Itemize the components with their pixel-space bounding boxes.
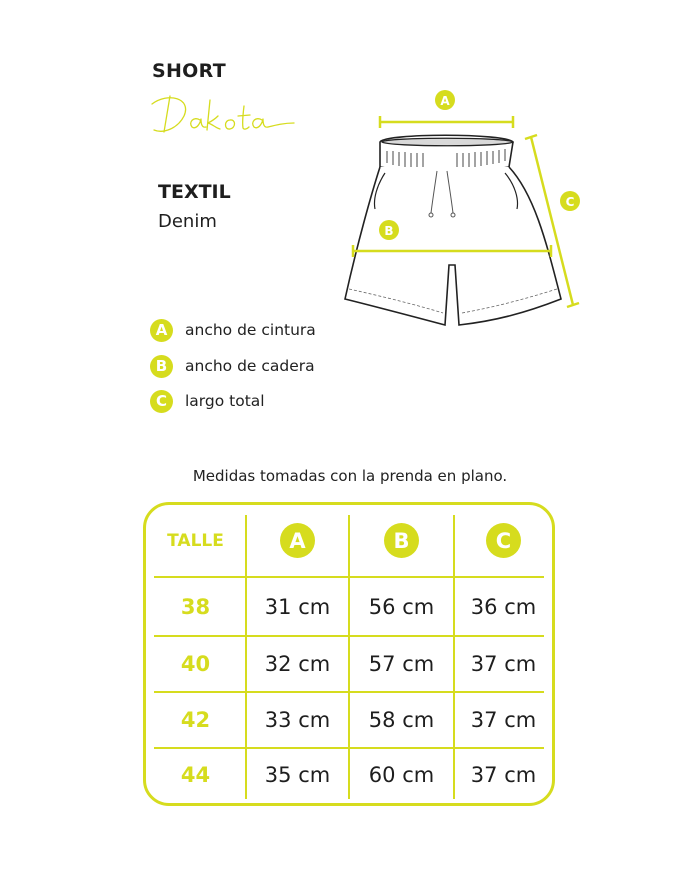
row-value-b: 56 cm — [368, 594, 435, 619]
shorts-diagram — [325, 85, 595, 339]
legend-item-c — [150, 389, 265, 413]
row-size: 42 — [180, 708, 211, 732]
header-badge-a: A — [280, 523, 315, 558]
size-table — [143, 502, 555, 806]
legend-badge-a: A — [150, 319, 173, 342]
legend-text-b: ancho de cadera — [185, 357, 315, 375]
product-category: SHORT — [152, 60, 226, 82]
row-size: 40 — [180, 652, 211, 676]
fabric-label: TEXTIL — [158, 181, 231, 203]
row-value-c: 37 cm — [470, 652, 537, 676]
row-value-c: 37 cm — [470, 763, 537, 787]
row-value-a: 31 cm — [264, 594, 331, 619]
row-value-a: 33 cm — [264, 708, 331, 732]
marker-b-text: B — [384, 224, 394, 238]
row-value-b: 60 cm — [368, 763, 435, 787]
header-talle: TALLE — [167, 530, 224, 551]
marker-c-text: C — [565, 195, 575, 209]
row-size: 38 — [180, 594, 211, 619]
row-value-a: 35 cm — [264, 763, 331, 787]
legend-badge-c: C — [150, 390, 173, 413]
marker-a-text: A — [440, 94, 450, 108]
header-badge-b: B — [384, 523, 419, 558]
model-name-script — [148, 90, 298, 144]
model-name-script-graphic — [148, 90, 298, 140]
measurement-note: Medidas tomadas con la prenda en plano. — [192, 467, 508, 485]
header-col-b — [350, 505, 453, 576]
legend-text-c: largo total — [185, 392, 265, 410]
row-value-c: 37 cm — [470, 708, 537, 732]
row-value-a: 32 cm — [264, 652, 331, 676]
fabric-value: Denim — [158, 211, 217, 232]
header-badge-c: C — [486, 523, 521, 558]
header-col-a — [247, 505, 348, 576]
legend-text-a: ancho de cintura — [185, 321, 316, 339]
legend-item-a — [150, 318, 316, 342]
shorts-diagram-graphic — [325, 85, 595, 335]
row-size: 44 — [180, 763, 211, 787]
row-value-b: 57 cm — [368, 652, 435, 676]
row-value-c: 36 cm — [470, 594, 537, 619]
row-value-b: 58 cm — [368, 708, 435, 732]
legend-badge-b: B — [150, 355, 173, 378]
header-col-c — [455, 505, 552, 576]
legend-item-b — [150, 354, 315, 378]
